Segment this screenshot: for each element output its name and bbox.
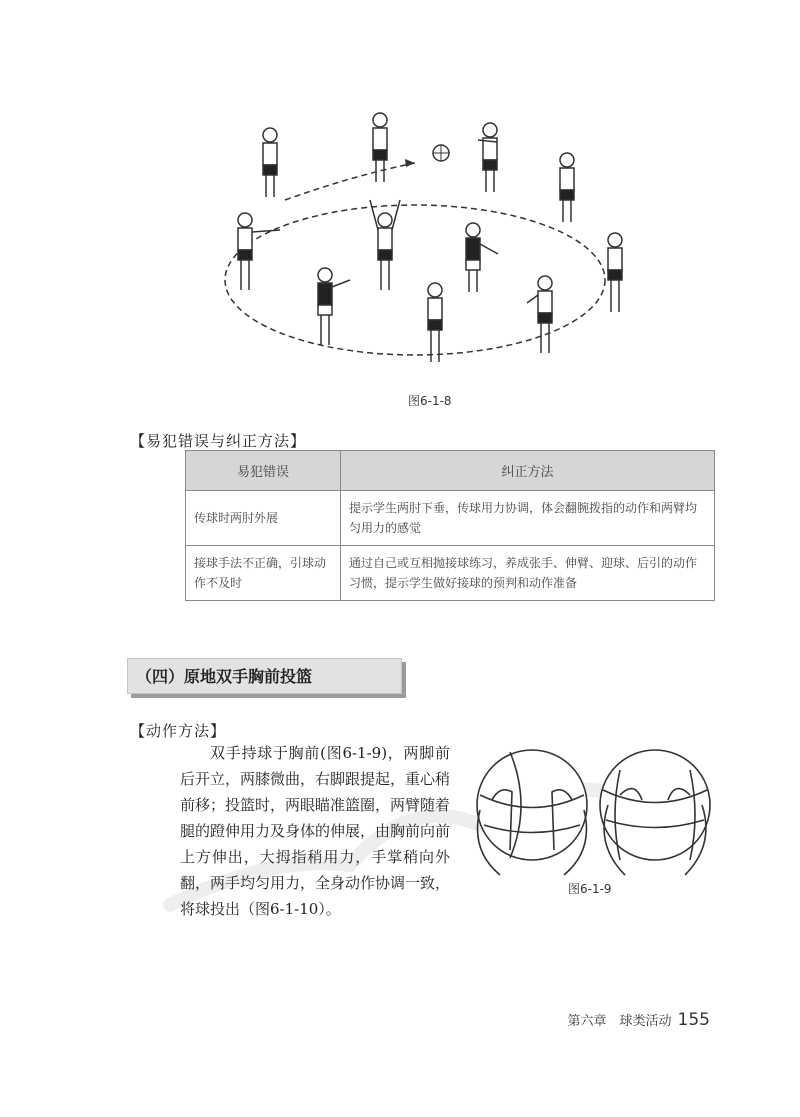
column-header: 易犯错误 — [186, 451, 341, 491]
table-row — [186, 546, 715, 601]
passing-circle-illustration — [215, 95, 635, 385]
column-header: 纠正方法 — [341, 451, 715, 491]
page-number: 155 — [677, 1010, 710, 1030]
page-footer — [568, 1010, 710, 1030]
table-row — [186, 491, 715, 546]
chapter-label: 第六章 球类活动 — [567, 1014, 672, 1029]
action-paragraph: 双手持球于胸前(图6-1-9)，两脚前后开立，两膝微曲，右脚跟提起，重心稍前移；投篮时，两眼瞄准篮圈，两臂随着腿的蹬伸用力及身体的伸展，由胸前向前上方伸出，大拇指稍用力，手掌稍向外翻，两手均匀用力，全身动作协调一致，将球投出（图6-1-10）。 — [180, 744, 451, 918]
section-banner — [127, 658, 402, 694]
errors-table — [185, 450, 715, 601]
figure-caption: 图6-1-9 — [568, 882, 612, 896]
errors-section-heading: 【易犯错误与纠正方法】 — [130, 432, 307, 450]
figure-caption: 图6-1-8 — [408, 394, 452, 408]
fix-cell: 提示学生两肘下垂，传球用力协调，体会翻腕拨指的动作和两臂均匀用力的感觉 — [341, 491, 715, 546]
fix-cell: 通过自己或互相抛接球练习，养成张手、伸臂、迎球、后引的动作习惯，提示学生做好接球的预判和动作准备 — [341, 546, 715, 601]
table-header-row — [186, 451, 715, 491]
error-cell: 传球时两肘外展 — [186, 491, 341, 546]
section-title: （四）原地双手胸前投篮 — [136, 667, 313, 686]
error-cell: 接球手法不正确，引球动作不及时 — [186, 546, 341, 601]
action-method-heading: 【动作方法】 — [130, 722, 227, 740]
hands-holding-ball-illustration — [470, 740, 715, 880]
